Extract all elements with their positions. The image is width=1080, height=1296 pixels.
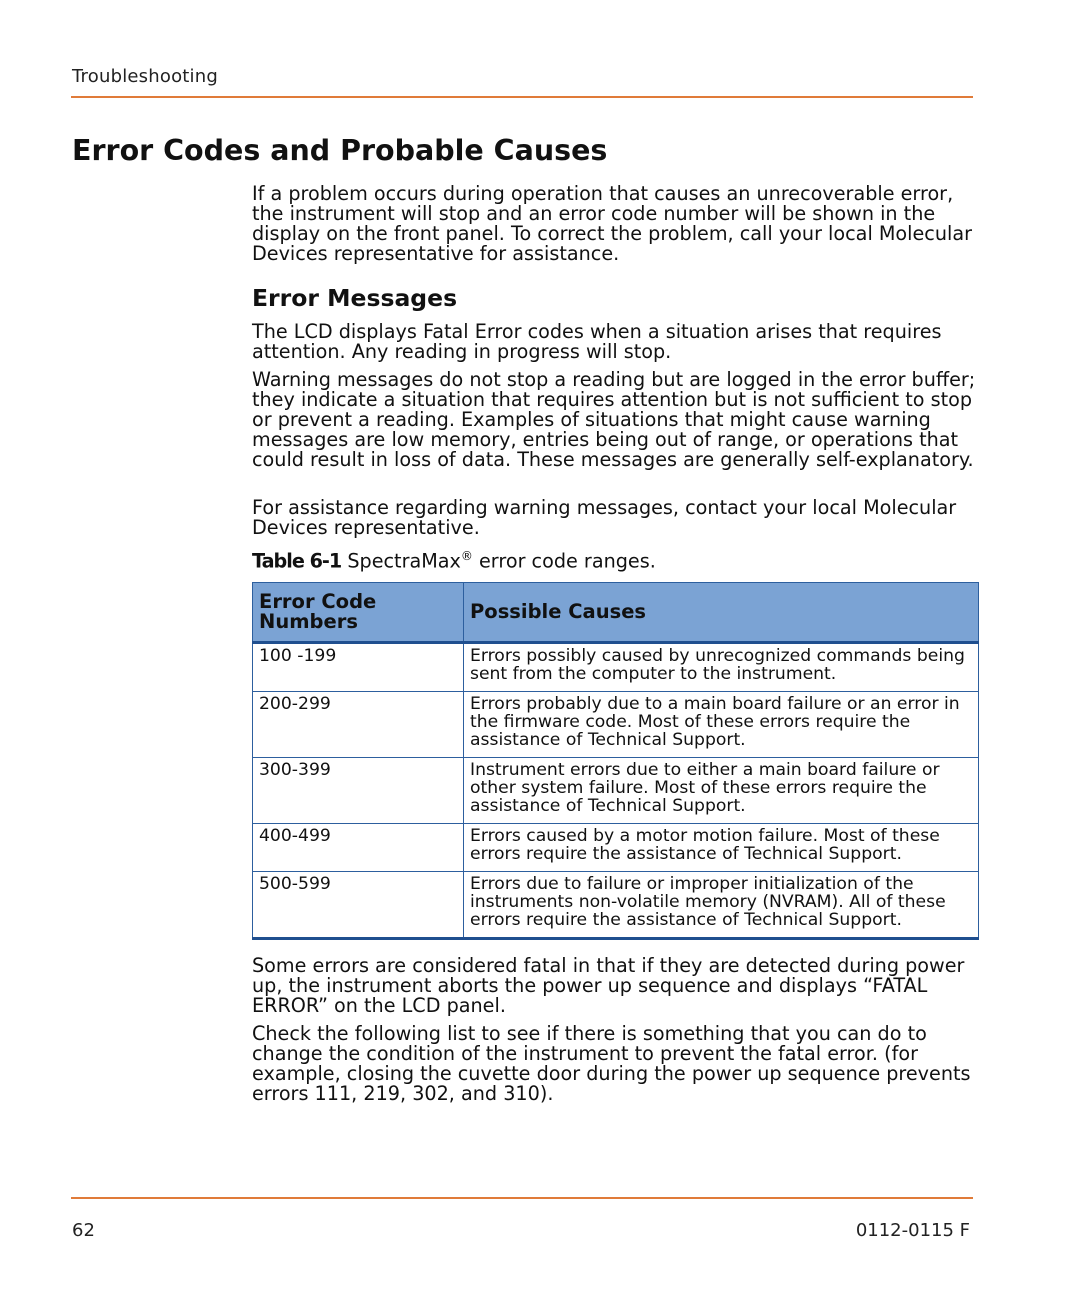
error-messages-section [252, 284, 980, 312]
footer-rule [71, 1197, 973, 1199]
cause-cell: Errors probably due to a main board failure or an error in the firmware code. Most of these errors require the assistance of Technical Support. [464, 692, 979, 758]
caption-product: SpectraMax [347, 549, 461, 573]
page-title: Error Codes and Probable Causes [72, 134, 608, 167]
paragraph-block-1 [252, 322, 980, 362]
intro-block [252, 184, 980, 264]
cause-cell: Instrument errors due to either a main board failure or other system failure. Most of these errors require the assistance of Technical Support. [464, 758, 979, 824]
document-number: 0112-0115 F [855, 1220, 970, 1241]
error-code-table [252, 582, 979, 940]
paragraph-block-3 [252, 498, 980, 538]
code-cell: 400-499 [253, 824, 464, 872]
cause-cell: Errors possibly caused by unrecognized commands being sent from the computer to the instrument. [464, 643, 979, 692]
table-caption [252, 545, 980, 572]
caption-label: Table 6-1 [252, 549, 342, 573]
subsection-title: Error Messages [252, 284, 458, 312]
fatal-paragraph-block [252, 956, 980, 1016]
code-cell: 500-599 [253, 872, 464, 939]
paragraph-block-2 [252, 370, 980, 470]
page-number: 62 [72, 1220, 95, 1241]
caption-rest: error code ranges. [472, 549, 656, 573]
table-row [253, 872, 979, 939]
fatal-error-paragraph: Some errors are considered fatal in that if they are detected during power up, the instrument aborts the power up sequence and displays “FATAL ERROR” on the LCD panel. [252, 954, 965, 1017]
running-head: Troubleshooting [72, 66, 218, 87]
cause-cell: Errors due to failure or improper initialization of the instruments non-volatile memory (NVRAM). All of these errors require the assistance of Technical Support. [464, 872, 979, 939]
table-row [253, 758, 979, 824]
checklist-paragraph: Check the following list to see if there is something that you can do to change the condition of the instrument to prevent the fatal error. (for example, closing the cuvette door during the power up sequence prevents errors 111, 219, 302, and 310). [252, 1022, 971, 1105]
table-row [253, 692, 979, 758]
header-possible-causes: Possible Causes [464, 583, 979, 643]
code-cell: 300-399 [253, 758, 464, 824]
warning-paragraph: Warning messages do not stop a reading but are logged in the error buffer; they indicate a situation that requires attention but is not sufficient to stop or prevent a reading. Examples of situations that might cause warning messages are low memory, entries being out of range, or operations that could result in loss of data. These messages are generally self-explanatory. [252, 368, 976, 471]
intro-paragraph: If a problem occurs during operation that causes an unrecoverable error, the instrument will stop and an error code number will be shown in the display on the front panel. To correct the problem, call your local Molecular Devices representative for assistance. [252, 182, 972, 265]
lcd-paragraph: The LCD displays Fatal Error codes when a situation arises that requires attention. Any reading in progress will stop. [252, 320, 942, 363]
checklist-paragraph-block [252, 1024, 980, 1104]
assistance-paragraph: For assistance regarding warning messages, contact your local Molecular Devices representative. [252, 496, 957, 539]
code-cell: 100 -199 [253, 643, 464, 692]
code-cell: 200-299 [253, 692, 464, 758]
header-error-code: Error Code Numbers [253, 583, 464, 643]
table-row [253, 824, 979, 872]
registered-mark: ® [460, 549, 473, 563]
cause-cell: Errors caused by a motor motion failure. Most of these errors require the assistance of Technical Support. [464, 824, 979, 872]
table-row [253, 643, 979, 692]
header-rule [71, 96, 973, 98]
table-header-row [253, 583, 979, 643]
